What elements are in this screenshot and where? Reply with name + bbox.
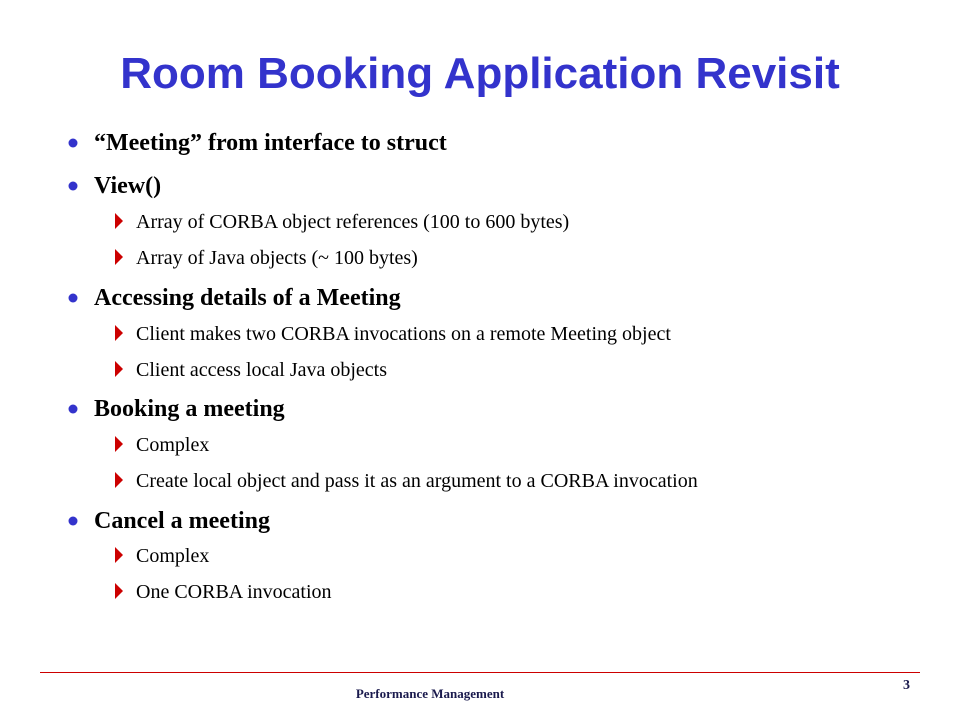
round-bullet-icon (68, 181, 78, 191)
sub-bullet-text: Client makes two CORBA invocations on a remote Meeting object (136, 323, 671, 345)
round-bullet-icon (68, 516, 78, 526)
triangle-bullet-icon (115, 361, 123, 377)
round-bullet-icon (68, 293, 78, 303)
triangle-bullet-icon (115, 249, 123, 265)
triangle-bullet-icon (115, 436, 123, 452)
triangle-bullet-icon (115, 583, 123, 599)
triangle-bullet-icon (115, 472, 123, 488)
bullet-text: “Meeting” from interface to struct (94, 130, 447, 156)
sub-bullet-text: Array of Java objects (~ 100 bytes) (136, 247, 418, 269)
page-number: 3 (903, 678, 910, 693)
bullet-text: Cancel a meeting (94, 508, 270, 534)
sub-bullet-text: One CORBA invocation (136, 581, 332, 603)
sub-bullet-text: Complex (136, 545, 210, 567)
triangle-bullet-icon (115, 547, 123, 563)
bullet-text: Accessing details of a Meeting (94, 285, 401, 311)
round-bullet-icon (68, 138, 78, 148)
bullet-text: View() (94, 173, 162, 199)
slide-title: Room Booking Application Revisit (120, 49, 840, 98)
footer-label: Performance Management (355, 686, 505, 701)
triangle-bullet-icon (115, 325, 123, 341)
sub-bullet-text: Client access local Java objects (136, 359, 388, 381)
sub-bullet-text: Create local object and pass it as an argument to a CORBA invocation (136, 470, 698, 492)
footer-divider (40, 672, 920, 673)
triangle-bullet-icon (115, 213, 123, 229)
sub-bullet-text: Array of CORBA object references (100 to 600 bytes) (136, 211, 570, 233)
sub-bullet-text: Complex (136, 434, 210, 456)
bullet-text: Booking a meeting (94, 396, 285, 422)
round-bullet-icon (68, 404, 78, 414)
